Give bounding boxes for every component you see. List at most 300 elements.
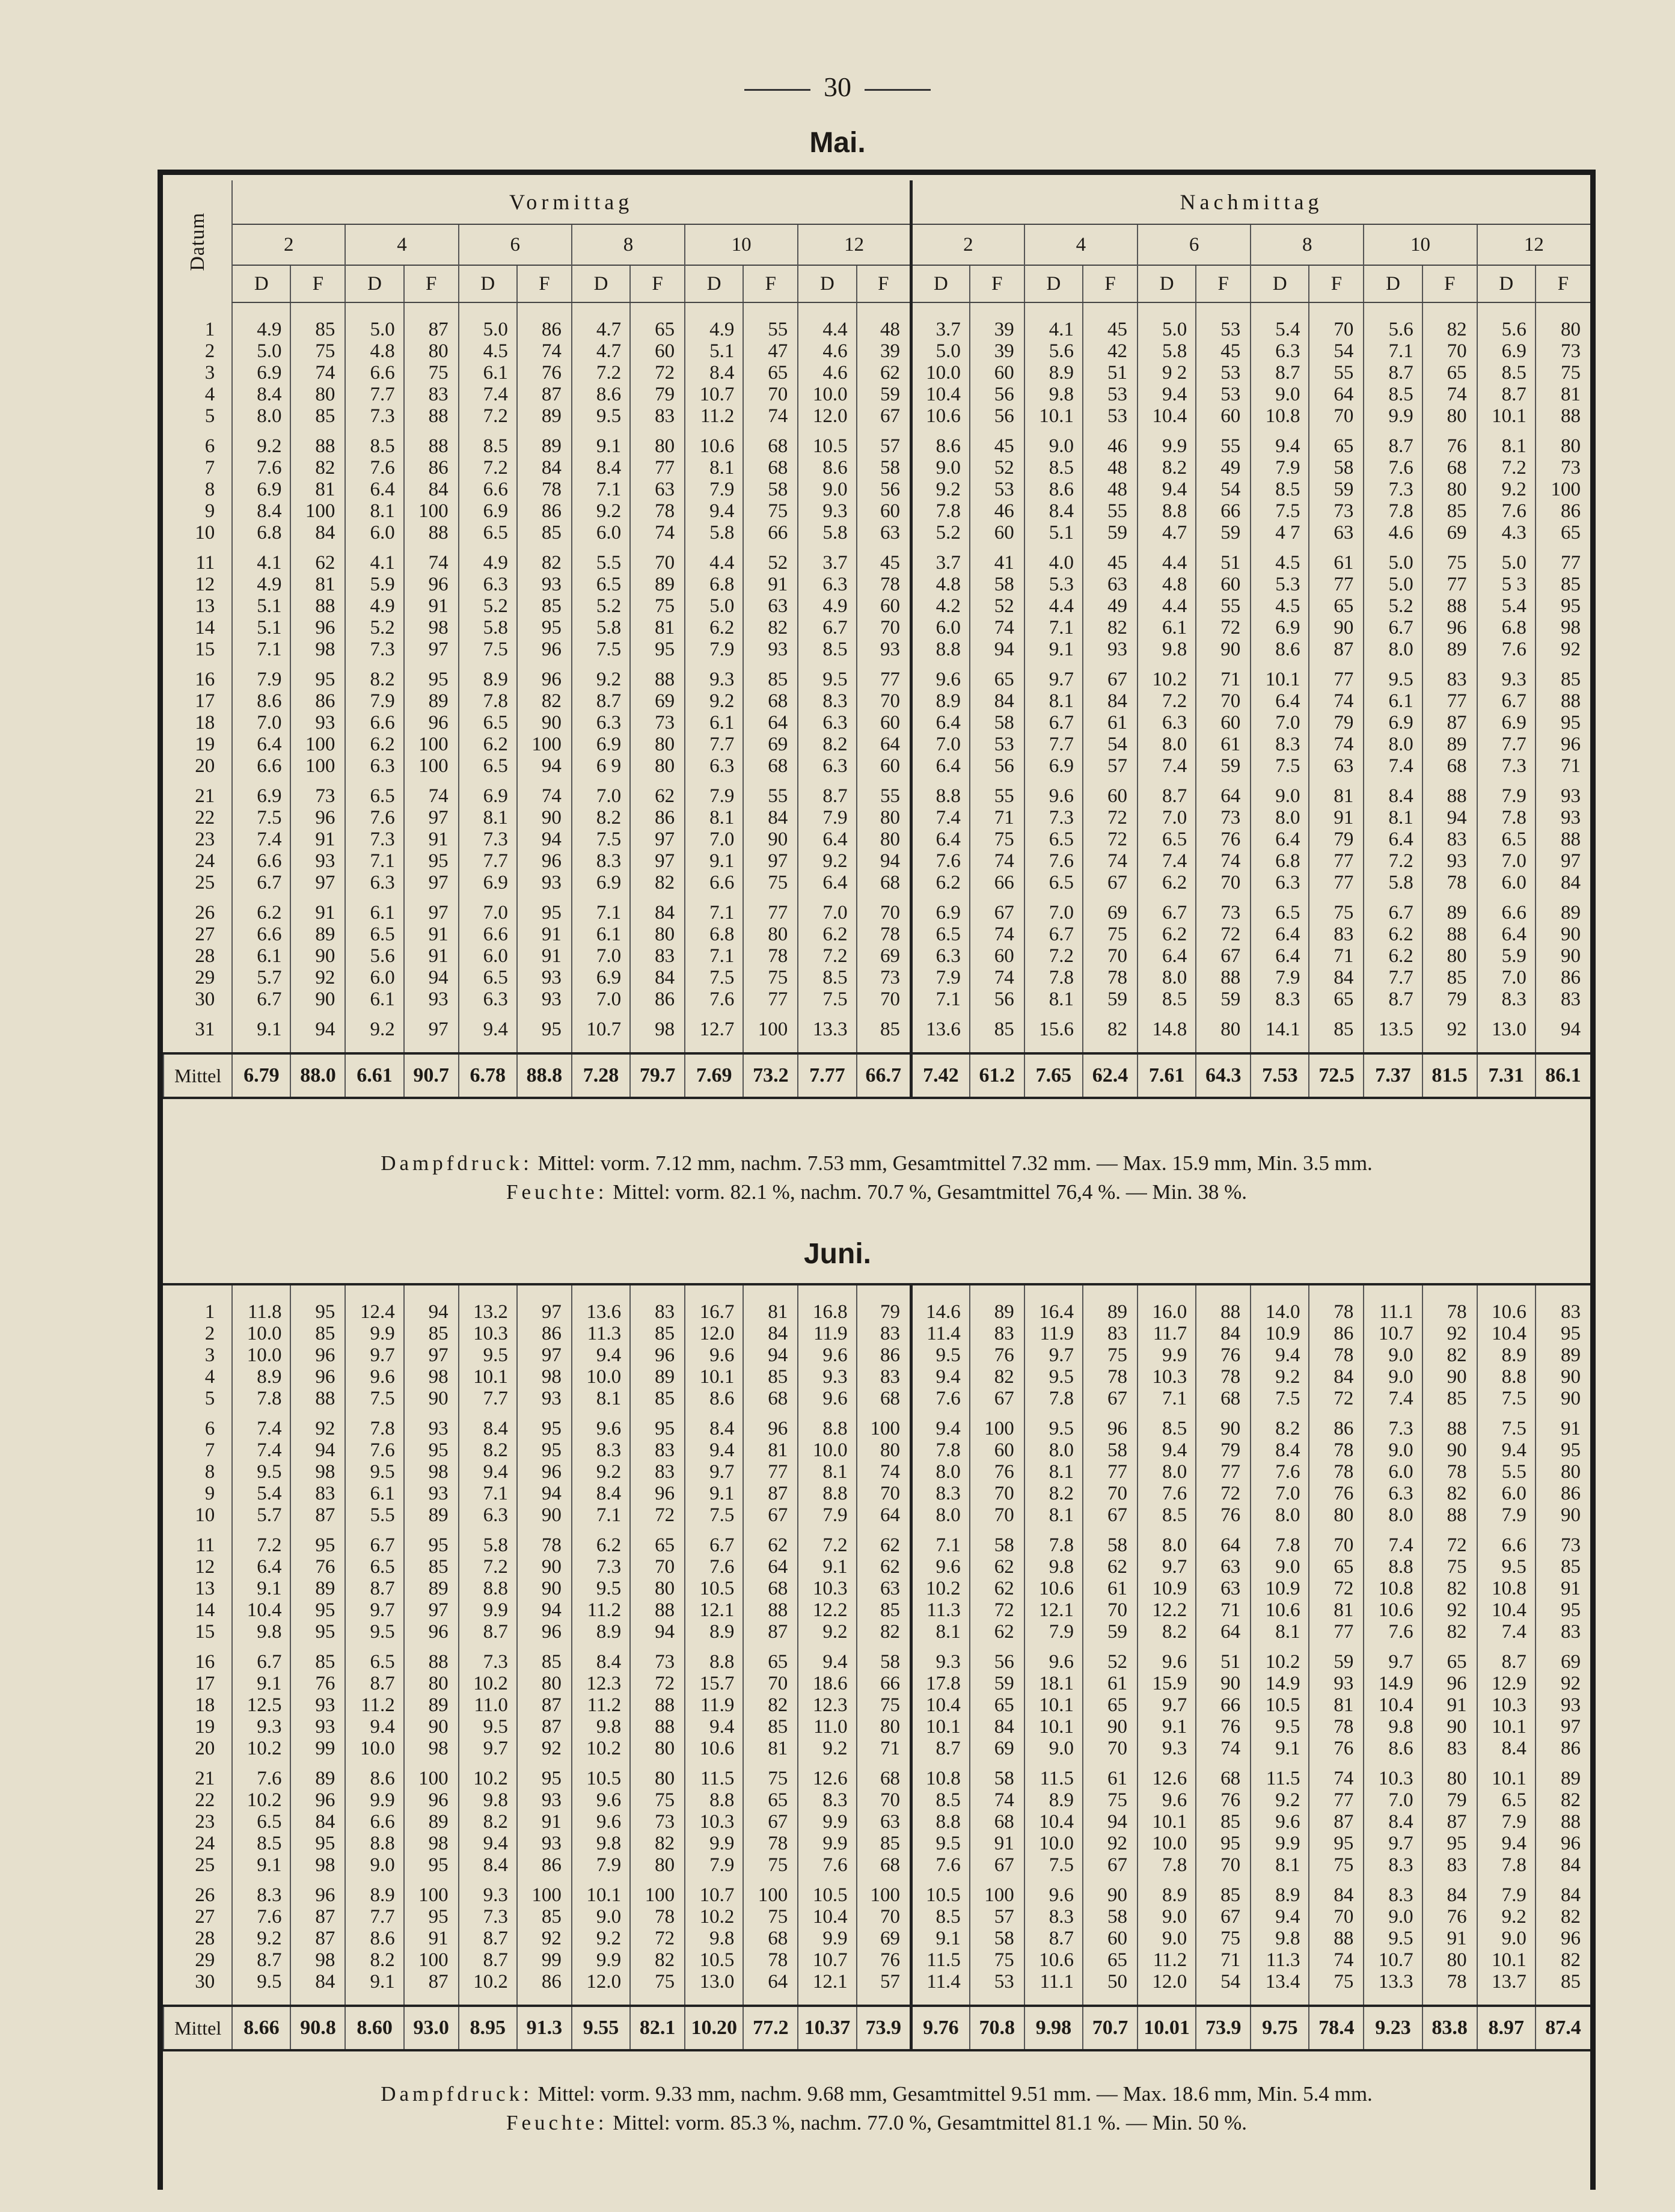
day-number: 27 bbox=[195, 924, 215, 945]
humidity-cell: 53 bbox=[1196, 362, 1251, 384]
vapor-pressure-cell: 8.7 bbox=[1477, 384, 1536, 405]
humidity-cell: 67 bbox=[1196, 945, 1251, 967]
vapor-pressure-cell: 8.1 bbox=[1024, 988, 1083, 1010]
vapor-pressure-cell: 7.9 bbox=[345, 690, 403, 712]
hour-header-vorm-6: 6 bbox=[459, 224, 572, 265]
humidity-cell: 93 bbox=[743, 639, 798, 660]
humidity-cell: 85 bbox=[290, 405, 345, 427]
humidity-cell: 100 bbox=[857, 1884, 911, 1906]
column-f-header: F bbox=[1196, 265, 1251, 302]
humidity-cell: 87 bbox=[517, 1694, 572, 1716]
humidity-cell: 100 bbox=[517, 1884, 572, 1906]
vapor-pressure-cell: 7.1 bbox=[572, 902, 630, 924]
vapor-pressure-cell: 6.4 bbox=[798, 829, 856, 850]
humidity-cell: 87 bbox=[743, 1621, 798, 1643]
humidity-cell: 80 bbox=[517, 1673, 572, 1694]
humidity-cell: 96 bbox=[517, 669, 572, 690]
day-number: 2 bbox=[204, 1323, 215, 1344]
vapor-pressure-cell: 8.8 bbox=[911, 1811, 970, 1833]
vapor-pressure-cell: 5.8 bbox=[572, 617, 630, 639]
day-number: 5 bbox=[204, 405, 215, 427]
vapor-pressure-cell: 9.0 bbox=[1138, 1928, 1196, 1949]
humidity-cell: 85 bbox=[857, 1599, 911, 1621]
vapor-pressure-cell: 9.2 bbox=[798, 1738, 856, 1759]
humidity-cell: 65 bbox=[743, 1651, 798, 1673]
humidity-cell: 78 bbox=[517, 479, 572, 500]
vapor-pressure-cell: 7.0 bbox=[1477, 850, 1536, 872]
vapor-pressure-cell: 10.8 bbox=[1364, 1578, 1422, 1599]
humidity-cell: 85 bbox=[970, 1019, 1024, 1040]
humidity-cell: 97 bbox=[290, 872, 345, 893]
humidity-cell: 75 bbox=[290, 340, 345, 362]
vapor-pressure-cell: 9.0 bbox=[1138, 1906, 1196, 1928]
vapor-pressure-cell: 6.5 bbox=[345, 924, 403, 945]
column-f-header: F bbox=[290, 265, 345, 302]
vapor-pressure-cell: 7.6 bbox=[1477, 639, 1536, 660]
humidity-cell: 76 bbox=[1196, 1504, 1251, 1526]
humidity-cell: 97 bbox=[404, 807, 459, 829]
vapor-pressure-cell: 9.5 bbox=[1364, 1928, 1422, 1949]
humidity-cell: 59 bbox=[1196, 522, 1251, 544]
vapor-pressure-cell: 12.2 bbox=[798, 1599, 856, 1621]
vapor-pressure-cell: 6.2 bbox=[1138, 872, 1196, 893]
humidity-cell: 89 bbox=[290, 1578, 345, 1599]
vapor-pressure-cell: 8.0 bbox=[1364, 1504, 1422, 1526]
humidity-cell: 85 bbox=[743, 1366, 798, 1388]
vapor-pressure-cell: 9.2 bbox=[232, 1928, 290, 1949]
humidity-cell: 89 bbox=[1422, 902, 1477, 924]
mittel-f-cell: 62.4 bbox=[1083, 1053, 1138, 1098]
table-row bbox=[164, 850, 1590, 872]
vapor-pressure-cell: 12.4 bbox=[345, 1301, 403, 1323]
humidity-cell: 78 bbox=[517, 1534, 572, 1556]
vapor-pressure-cell: 6.4 bbox=[911, 755, 970, 777]
vapor-pressure-cell: 10.1 bbox=[459, 1366, 517, 1388]
humidity-cell: 90 bbox=[1196, 639, 1251, 660]
humidity-cell: 72 bbox=[1083, 807, 1138, 829]
humidity-cell: 90 bbox=[517, 1556, 572, 1578]
vapor-pressure-cell: 8.8 bbox=[685, 1651, 743, 1673]
humidity-cell: 89 bbox=[1083, 1301, 1138, 1323]
humidity-cell: 90 bbox=[517, 1504, 572, 1526]
vapor-pressure-cell: 7.7 bbox=[1024, 734, 1083, 755]
vapor-pressure-cell: 8.5 bbox=[345, 435, 403, 457]
humidity-cell: 65 bbox=[970, 669, 1024, 690]
vapor-pressure-cell: 10.7 bbox=[798, 1949, 856, 1971]
mittel-row bbox=[164, 2006, 1590, 2050]
vapor-pressure-cell: 9.9 bbox=[1251, 1833, 1309, 1854]
humidity-cell: 68 bbox=[857, 1768, 911, 1789]
humidity-cell: 96 bbox=[404, 1621, 459, 1643]
humidity-cell: 100 bbox=[290, 500, 345, 522]
nachmittag-header: Nachmittag bbox=[911, 180, 1590, 224]
vapor-pressure-cell: 10.6 bbox=[1251, 1599, 1309, 1621]
table-row bbox=[164, 829, 1590, 850]
vapor-pressure-cell: 9.5 bbox=[345, 1621, 403, 1643]
vapor-pressure-cell: 7.6 bbox=[911, 1388, 970, 1409]
humidity-cell: 76 bbox=[1422, 435, 1477, 457]
mittel-d-cell: 6.79 bbox=[232, 1053, 290, 1098]
humidity-cell: 88 bbox=[1536, 829, 1590, 850]
humidity-cell: 78 bbox=[857, 574, 911, 595]
column-f-header: F bbox=[970, 265, 1024, 302]
table-row bbox=[164, 1673, 1590, 1694]
humidity-cell: 63 bbox=[1196, 1556, 1251, 1578]
humidity-cell: 65 bbox=[1422, 1651, 1477, 1673]
vapor-pressure-cell: 10.1 bbox=[572, 1884, 630, 1906]
vapor-pressure-cell: 6.6 bbox=[459, 924, 517, 945]
humidity-cell: 51 bbox=[1196, 1651, 1251, 1673]
humidity-cell: 63 bbox=[743, 595, 798, 617]
table-row bbox=[164, 1768, 1590, 1789]
vapor-pressure-cell: 10.4 bbox=[911, 1694, 970, 1716]
humidity-cell: 91 bbox=[404, 595, 459, 617]
vapor-pressure-cell: 10.6 bbox=[685, 435, 743, 457]
day-number: 31 bbox=[195, 1019, 215, 1040]
vapor-pressure-cell: 9.0 bbox=[345, 1854, 403, 1876]
humidity-cell: 76 bbox=[517, 362, 572, 384]
humidity-cell: 67 bbox=[970, 1388, 1024, 1409]
vapor-pressure-cell: 7.6 bbox=[232, 1906, 290, 1928]
humidity-cell: 80 bbox=[1422, 1949, 1477, 1971]
vapor-pressure-cell: 11.0 bbox=[459, 1694, 517, 1716]
vapor-pressure-cell: 10.1 bbox=[1477, 1768, 1536, 1789]
vapor-pressure-cell: 7.6 bbox=[345, 457, 403, 479]
vapor-pressure-cell: 8.8 bbox=[798, 1483, 856, 1504]
humidity-cell: 70 bbox=[857, 1483, 911, 1504]
vapor-pressure-cell: 8.5 bbox=[1364, 384, 1422, 405]
humidity-cell: 84 bbox=[517, 457, 572, 479]
humidity-cell: 70 bbox=[1422, 340, 1477, 362]
humidity-cell: 70 bbox=[1196, 1854, 1251, 1876]
vapor-pressure-cell: 9.4 bbox=[1477, 1833, 1536, 1854]
vapor-pressure-cell: 4.3 bbox=[1477, 522, 1536, 544]
humidity-cell: 75 bbox=[630, 595, 685, 617]
vapor-pressure-cell: 7.0 bbox=[685, 829, 743, 850]
vapor-pressure-cell: 8.6 bbox=[685, 1388, 743, 1409]
table-row bbox=[164, 1716, 1590, 1738]
vapor-pressure-cell: 7.3 bbox=[345, 639, 403, 660]
vapor-pressure-cell: 8.2 bbox=[1024, 1483, 1083, 1504]
vapor-pressure-cell: 16.4 bbox=[1024, 1301, 1083, 1323]
humidity-cell: 87 bbox=[1309, 1811, 1364, 1833]
mittel-label: Mittel bbox=[164, 1053, 232, 1098]
vapor-pressure-cell: 8.7 bbox=[911, 1738, 970, 1759]
vapor-pressure-cell: 10.0 bbox=[1138, 1833, 1196, 1854]
humidity-cell: 88 bbox=[630, 1599, 685, 1621]
humidity-cell: 78 bbox=[1309, 1344, 1364, 1366]
humidity-cell: 88 bbox=[290, 595, 345, 617]
humidity-cell: 63 bbox=[1083, 574, 1138, 595]
humidity-cell: 82 bbox=[743, 1694, 798, 1716]
vapor-pressure-cell: 6.0 bbox=[911, 617, 970, 639]
vapor-pressure-cell: 10.2 bbox=[685, 1906, 743, 1928]
humidity-cell: 87 bbox=[290, 1504, 345, 1526]
humidity-cell: 95 bbox=[290, 1534, 345, 1556]
vapor-pressure-cell: 8.6 bbox=[1024, 479, 1083, 500]
humidity-cell: 87 bbox=[1422, 712, 1477, 734]
column-f-header: F bbox=[1422, 265, 1477, 302]
vapor-pressure-cell: 7.1 bbox=[911, 988, 970, 1010]
humidity-cell: 82 bbox=[1083, 617, 1138, 639]
vapor-pressure-cell: 9.0 bbox=[911, 457, 970, 479]
day-number: 20 bbox=[195, 1738, 215, 1759]
vapor-pressure-cell: 10.1 bbox=[1138, 1811, 1196, 1833]
vapor-pressure-cell: 7.2 bbox=[572, 362, 630, 384]
table-row bbox=[164, 435, 1590, 457]
humidity-cell: 78 bbox=[743, 1949, 798, 1971]
humidity-cell: 86 bbox=[1536, 500, 1590, 522]
humidity-cell: 79 bbox=[1422, 1789, 1477, 1811]
vapor-pressure-cell: 7.8 bbox=[1024, 967, 1083, 988]
vapor-pressure-cell: 6.1 bbox=[345, 988, 403, 1010]
mittel-f-cell: 72.5 bbox=[1309, 1053, 1364, 1098]
vapor-pressure-cell: 8.5 bbox=[1251, 479, 1309, 500]
vapor-pressure-cell: 9.6 bbox=[685, 1344, 743, 1366]
table-row bbox=[164, 405, 1590, 427]
humidity-cell: 85 bbox=[404, 1556, 459, 1578]
day-number: 20 bbox=[195, 755, 215, 777]
vapor-pressure-cell: 8.7 bbox=[1251, 362, 1309, 384]
humidity-cell: 73 bbox=[630, 1651, 685, 1673]
humidity-cell: 82 bbox=[630, 1833, 685, 1854]
vapor-pressure-cell: 8.4 bbox=[232, 384, 290, 405]
humidity-cell: 65 bbox=[1309, 988, 1364, 1010]
humidity-cell: 61 bbox=[1083, 712, 1138, 734]
vapor-pressure-cell: 4.9 bbox=[232, 574, 290, 595]
vapor-pressure-cell: 7.8 bbox=[1024, 1534, 1083, 1556]
table-row bbox=[164, 712, 1590, 734]
vapor-pressure-cell: 7.0 bbox=[572, 945, 630, 967]
humidity-cell: 96 bbox=[1536, 734, 1590, 755]
humidity-cell: 79 bbox=[1422, 988, 1477, 1010]
humidity-cell: 78 bbox=[743, 1833, 798, 1854]
humidity-cell: 90 bbox=[517, 807, 572, 829]
humidity-cell: 97 bbox=[630, 829, 685, 850]
humidity-cell: 91 bbox=[517, 924, 572, 945]
vapor-pressure-cell: 7.0 bbox=[1477, 967, 1536, 988]
table-row bbox=[164, 1854, 1590, 1876]
vapor-pressure-cell: 6.6 bbox=[232, 755, 290, 777]
humidity-cell: 57 bbox=[857, 435, 911, 457]
vapor-pressure-cell: 9.1 bbox=[1138, 1716, 1196, 1738]
humidity-cell: 82 bbox=[1422, 1344, 1477, 1366]
vapor-pressure-cell: 7.6 bbox=[345, 807, 403, 829]
humidity-cell: 86 bbox=[517, 1971, 572, 1993]
humidity-cell: 85 bbox=[1422, 1388, 1477, 1409]
vapor-pressure-cell: 5.4 bbox=[1477, 595, 1536, 617]
vapor-pressure-cell: 8.1 bbox=[798, 1461, 856, 1483]
humidity-cell: 83 bbox=[1083, 1323, 1138, 1344]
humidity-cell: 76 bbox=[1196, 1344, 1251, 1366]
humidity-cell: 72 bbox=[1083, 829, 1138, 850]
humidity-cell: 94 bbox=[743, 1344, 798, 1366]
humidity-cell: 92 bbox=[290, 1418, 345, 1439]
vapor-pressure-cell: 6.2 bbox=[459, 734, 517, 755]
vapor-pressure-cell: 9.3 bbox=[798, 1366, 856, 1388]
vapor-pressure-cell: 5.5 bbox=[345, 1504, 403, 1526]
humidity-cell: 74 bbox=[1083, 850, 1138, 872]
humidity-cell: 78 bbox=[857, 924, 911, 945]
vapor-pressure-cell: 6.2 bbox=[345, 734, 403, 755]
table-row bbox=[164, 457, 1590, 479]
vapor-pressure-cell: 9.9 bbox=[1138, 435, 1196, 457]
vapor-pressure-cell: 6.1 bbox=[345, 1483, 403, 1504]
table-row bbox=[164, 1418, 1590, 1439]
day-number: 15 bbox=[195, 639, 215, 660]
vapor-pressure-cell: 7.0 bbox=[1024, 902, 1083, 924]
vapor-pressure-cell: 10.4 bbox=[911, 384, 970, 405]
humidity-cell: 82 bbox=[290, 457, 345, 479]
humidity-cell: 88 bbox=[404, 435, 459, 457]
humidity-cell: 68 bbox=[743, 1388, 798, 1409]
mittel-d-cell: 7.28 bbox=[572, 1053, 630, 1098]
humidity-cell: 82 bbox=[630, 1949, 685, 1971]
humidity-cell: 77 bbox=[630, 457, 685, 479]
vapor-pressure-cell: 11.9 bbox=[1024, 1323, 1083, 1344]
humidity-cell: 83 bbox=[970, 1323, 1024, 1344]
vapor-pressure-cell: 9.7 bbox=[685, 1461, 743, 1483]
humidity-cell: 80 bbox=[1536, 435, 1590, 457]
humidity-cell: 71 bbox=[1196, 1949, 1251, 1971]
vapor-pressure-cell: 8.5 bbox=[1024, 457, 1083, 479]
vapor-pressure-cell: 4.9 bbox=[345, 595, 403, 617]
vapor-pressure-cell: 12.5 bbox=[232, 1694, 290, 1716]
vapor-pressure-cell: 8.1 bbox=[1024, 690, 1083, 712]
humidity-cell: 95 bbox=[404, 1854, 459, 1876]
humidity-cell: 68 bbox=[743, 457, 798, 479]
humidity-cell: 88 bbox=[1422, 785, 1477, 807]
humidity-cell: 62 bbox=[857, 1556, 911, 1578]
vapor-pressure-cell: 8.3 bbox=[911, 1483, 970, 1504]
humidity-cell: 72 bbox=[1196, 924, 1251, 945]
mittel-f-cell: 77.2 bbox=[743, 2006, 798, 2050]
vapor-pressure-cell: 9.5 bbox=[798, 669, 856, 690]
humidity-cell: 64 bbox=[1196, 785, 1251, 807]
humidity-cell: 77 bbox=[1309, 669, 1364, 690]
day-number: 27 bbox=[195, 1906, 215, 1928]
vapor-pressure-cell: 8.7 bbox=[1364, 435, 1422, 457]
vapor-pressure-cell: 8.4 bbox=[1364, 1811, 1422, 1833]
vapor-pressure-cell: 9.8 bbox=[459, 1789, 517, 1811]
vapor-pressure-cell: 12.9 bbox=[1477, 1673, 1536, 1694]
humidity-cell: 57 bbox=[1083, 755, 1138, 777]
vapor-pressure-cell: 7.3 bbox=[1364, 479, 1422, 500]
day-number: 5 bbox=[204, 1388, 215, 1409]
vapor-pressure-cell: 10.5 bbox=[1251, 1694, 1309, 1716]
humidity-cell: 77 bbox=[1309, 850, 1364, 872]
humidity-cell: 74 bbox=[517, 340, 572, 362]
vapor-pressure-cell: 13.6 bbox=[572, 1301, 630, 1323]
humidity-cell: 87 bbox=[743, 1483, 798, 1504]
humidity-cell: 82 bbox=[970, 1366, 1024, 1388]
humidity-cell: 83 bbox=[1536, 988, 1590, 1010]
humidity-cell: 75 bbox=[1309, 1971, 1364, 1993]
humidity-cell: 82 bbox=[517, 552, 572, 574]
humidity-cell: 93 bbox=[517, 1833, 572, 1854]
humidity-cell: 96 bbox=[517, 850, 572, 872]
vapor-pressure-cell: 8.1 bbox=[459, 807, 517, 829]
vapor-pressure-cell: 9.2 bbox=[572, 500, 630, 522]
vapor-pressure-cell: 6.9 bbox=[232, 785, 290, 807]
vapor-pressure-cell: 6.6 bbox=[459, 479, 517, 500]
humidity-cell: 85 bbox=[1196, 1884, 1251, 1906]
vapor-pressure-cell: 9.6 bbox=[1024, 1884, 1083, 1906]
day-number: 29 bbox=[195, 1949, 215, 1971]
humidity-cell: 74 bbox=[743, 405, 798, 427]
vapor-pressure-cell: 8.5 bbox=[1138, 1418, 1196, 1439]
vapor-pressure-cell: 10.8 bbox=[1251, 405, 1309, 427]
vapor-pressure-cell: 8.1 bbox=[1251, 1854, 1309, 1876]
vapor-pressure-cell: 7.0 bbox=[798, 902, 856, 924]
vapor-pressure-cell: 6.1 bbox=[1138, 617, 1196, 639]
humidity-cell: 89 bbox=[1536, 1768, 1590, 1789]
humidity-cell: 98 bbox=[290, 1854, 345, 1876]
vapor-pressure-cell: 9.8 bbox=[1364, 1716, 1422, 1738]
vapor-pressure-cell: 9.0 bbox=[1024, 1738, 1083, 1759]
humidity-cell: 93 bbox=[290, 1716, 345, 1738]
mittel-d-cell: 8.66 bbox=[232, 2006, 290, 2050]
humidity-cell: 83 bbox=[1536, 1621, 1590, 1643]
vapor-pressure-cell: 8.4 bbox=[1251, 1439, 1309, 1461]
vapor-pressure-cell: 7.2 bbox=[1364, 850, 1422, 872]
vapor-pressure-cell: 8.0 bbox=[1024, 1439, 1083, 1461]
humidity-cell: 86 bbox=[517, 1854, 572, 1876]
vapor-pressure-cell: 8.7 bbox=[1477, 1651, 1536, 1673]
humidity-cell: 70 bbox=[857, 1789, 911, 1811]
humidity-cell: 59 bbox=[970, 1673, 1024, 1694]
humidity-cell: 58 bbox=[970, 574, 1024, 595]
vapor-pressure-cell: 9.6 bbox=[572, 1811, 630, 1833]
humidity-cell: 90 bbox=[517, 1578, 572, 1599]
vapor-pressure-cell: 6.7 bbox=[1364, 617, 1422, 639]
vapor-pressure-cell: 12.1 bbox=[1024, 1599, 1083, 1621]
vapor-pressure-cell: 6.4 bbox=[1251, 924, 1309, 945]
vapor-pressure-cell: 6.5 bbox=[1477, 1789, 1536, 1811]
humidity-cell: 74 bbox=[970, 850, 1024, 872]
humidity-cell: 85 bbox=[857, 1019, 911, 1040]
humidity-cell: 61 bbox=[1083, 1768, 1138, 1789]
vapor-pressure-cell: 6.5 bbox=[1251, 902, 1309, 924]
humidity-cell: 83 bbox=[1309, 924, 1364, 945]
humidity-cell: 74 bbox=[1196, 850, 1251, 872]
vapor-pressure-cell: 5.3 bbox=[1251, 574, 1309, 595]
vapor-pressure-cell: 6.8 bbox=[685, 924, 743, 945]
humidity-cell: 60 bbox=[1196, 405, 1251, 427]
vapor-pressure-cell: 7.9 bbox=[1477, 1504, 1536, 1526]
vapor-pressure-cell: 6.5 bbox=[345, 1651, 403, 1673]
column-d-header: D bbox=[1138, 265, 1196, 302]
table-row bbox=[164, 479, 1590, 500]
vapor-pressure-cell: 6.8 bbox=[685, 574, 743, 595]
vapor-pressure-cell: 4.9 bbox=[685, 319, 743, 340]
vapor-pressure-cell: 7.4 bbox=[1477, 1621, 1536, 1643]
humidity-cell: 66 bbox=[1196, 1694, 1251, 1716]
humidity-cell: 89 bbox=[1422, 639, 1477, 660]
mittel-d-cell: 10.20 bbox=[685, 2006, 743, 2050]
humidity-cell: 69 bbox=[743, 734, 798, 755]
vapor-pressure-cell: 9.1 bbox=[232, 1673, 290, 1694]
humidity-cell: 89 bbox=[1536, 1344, 1590, 1366]
vapor-pressure-cell: 10.3 bbox=[798, 1578, 856, 1599]
vapor-pressure-cell: 7.1 bbox=[232, 639, 290, 660]
vapor-pressure-cell: 13.0 bbox=[1477, 1019, 1536, 1040]
vapor-pressure-cell: 10.0 bbox=[798, 1439, 856, 1461]
vapor-pressure-cell: 10.2 bbox=[232, 1789, 290, 1811]
vapor-pressure-cell: 12.1 bbox=[798, 1971, 856, 1993]
humidity-cell: 95 bbox=[404, 850, 459, 872]
vapor-pressure-cell: 6.5 bbox=[572, 574, 630, 595]
